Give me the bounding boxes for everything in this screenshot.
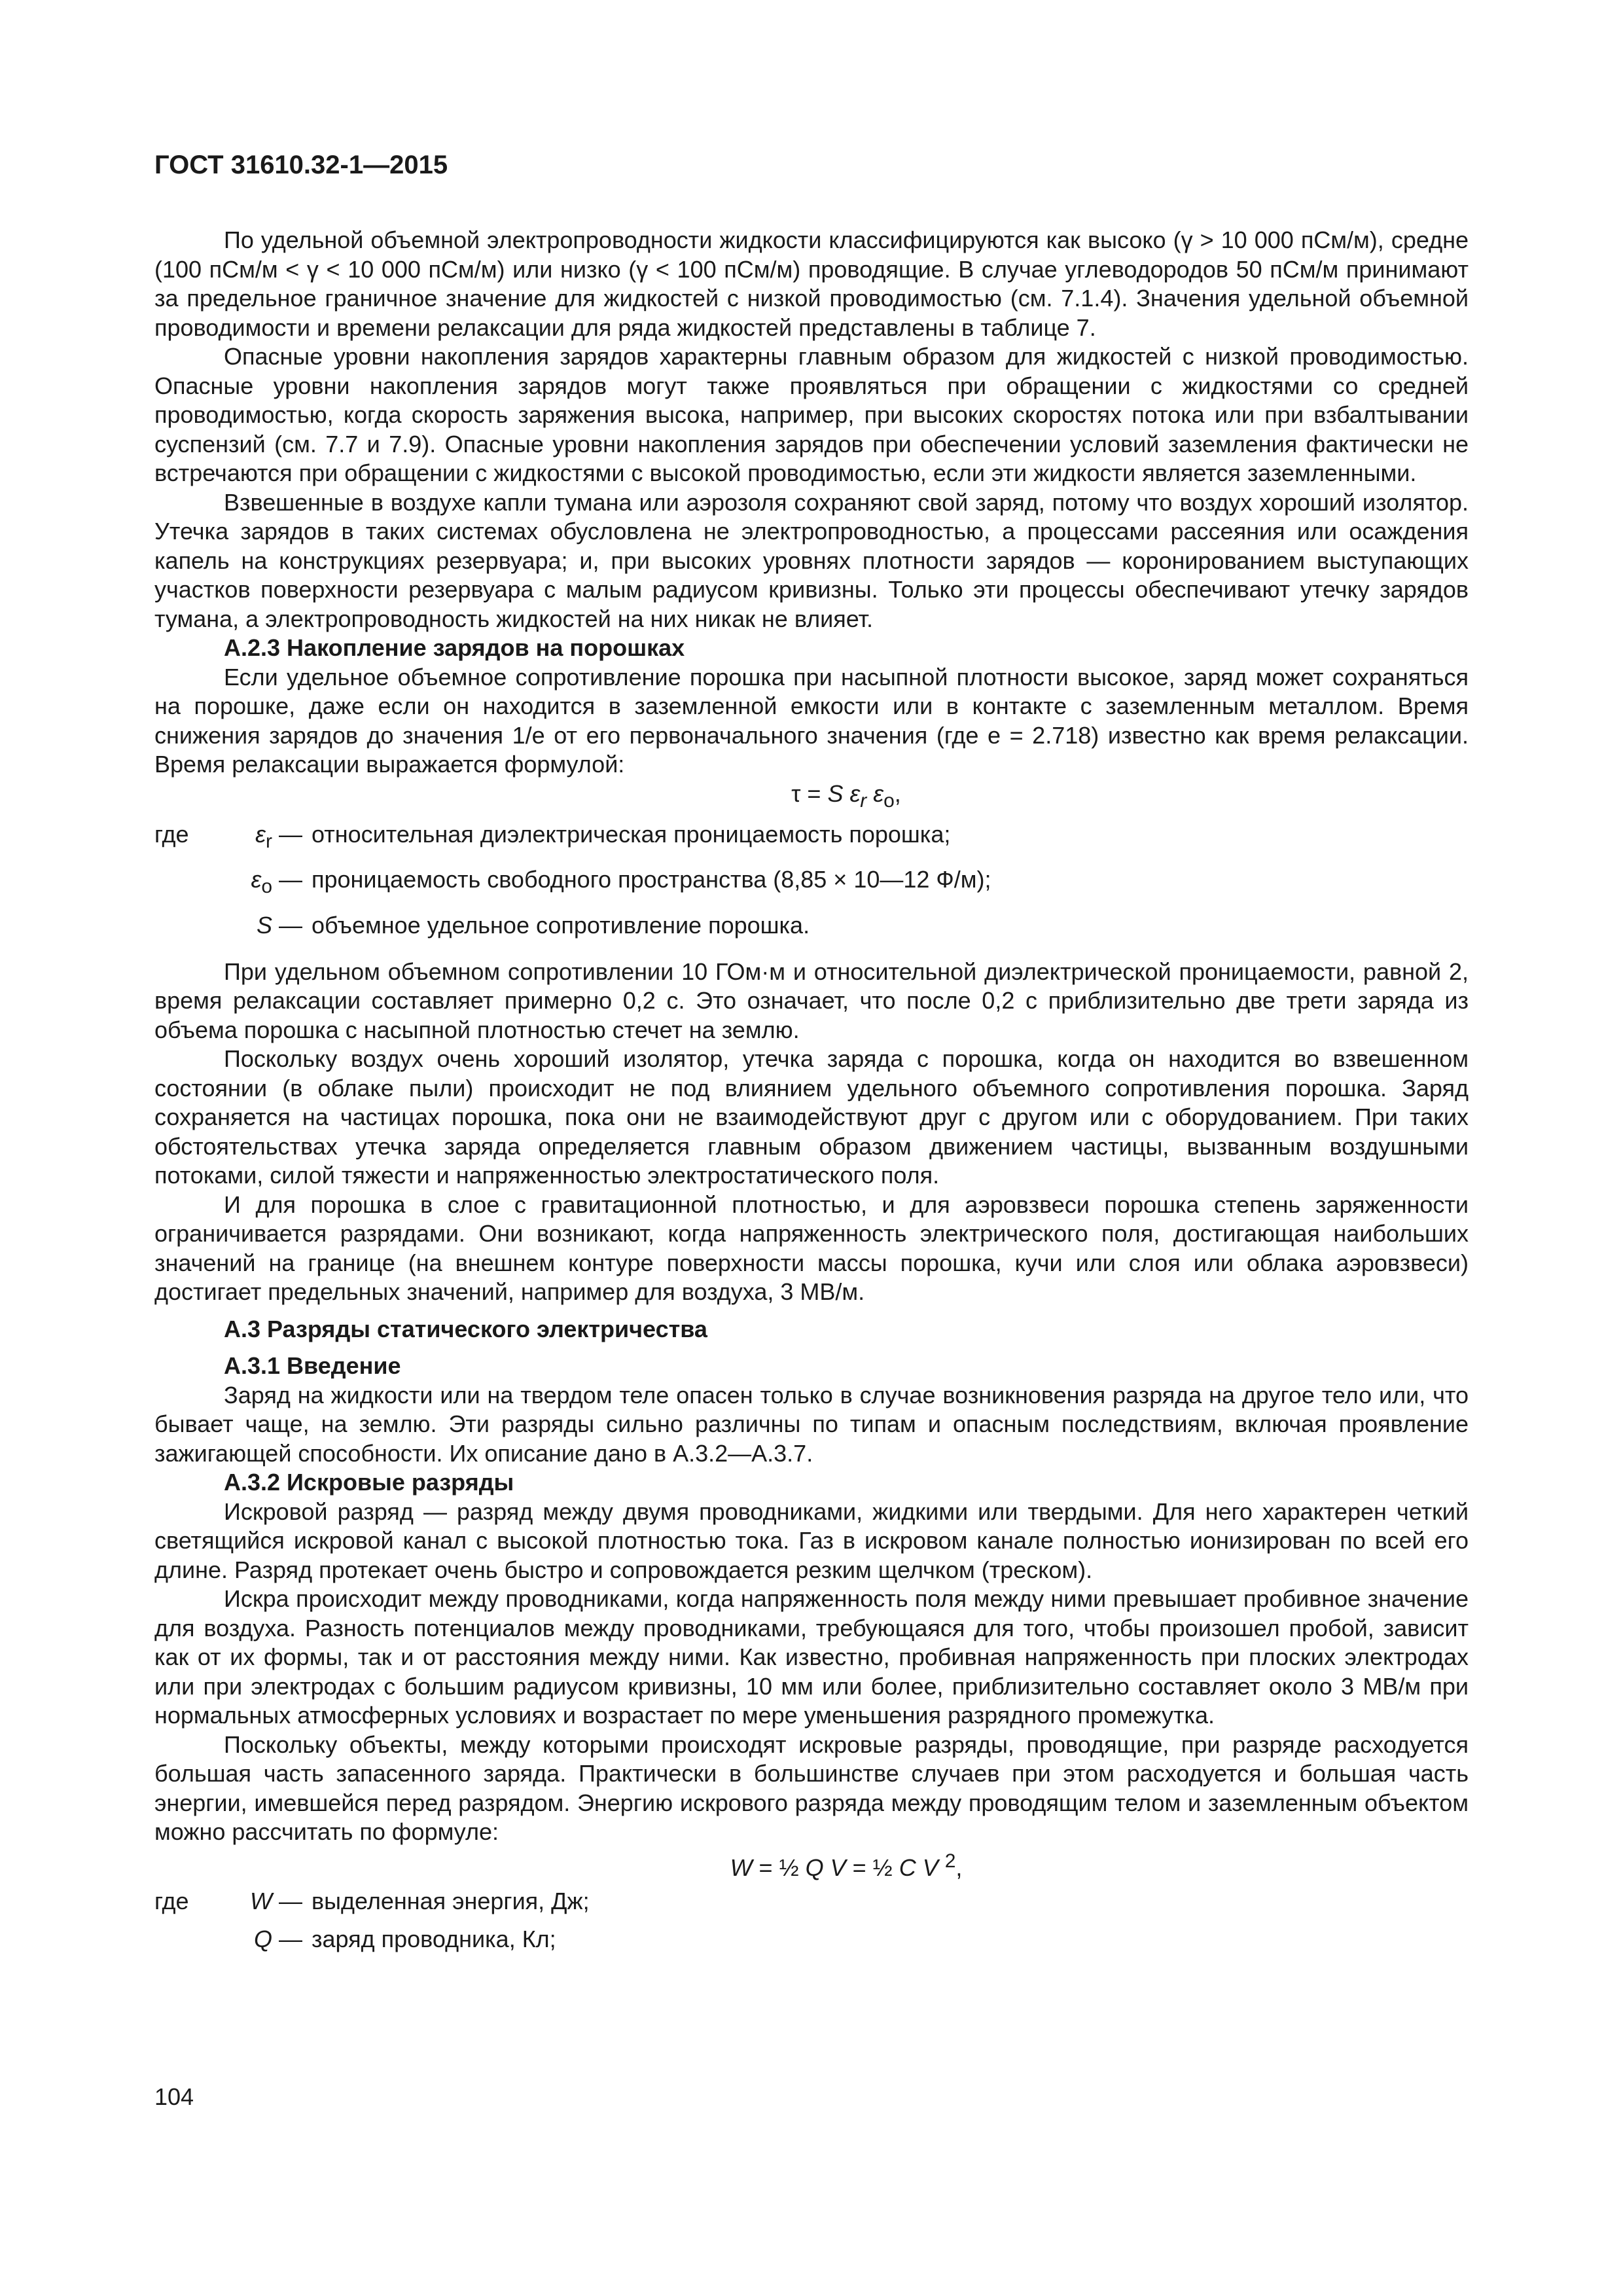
definition-symbol: Q	[253, 1926, 272, 1953]
page-number: 104	[154, 2083, 194, 2110]
formula-relaxation-time: τ = S $\varepsilon_r$ $\varepsilon_o$,	[791, 780, 901, 812]
paragraph: Искровой разряд — разряд между двумя проводниками, жидкими или твердыми. Для него характерен четкий светящийся искровой канал с высокой плотностью тока. Газ в искровом канале полностью ионизирован по всей его длине. Разряд протекает очень быстро и сопровождается резким щелчком (треском).	[154, 1498, 1469, 1583]
paragraph: Заряд на жидкости или на твердом теле опасен только в случае возникновения разряда на другое тело или, что бывает чаще, на землю. Эти разряды сильно различны по типам и опасным последствиям, включая проявление зажигающей способности. Их описание дано в А.3.2—А.3.7.	[154, 1381, 1469, 1467]
definition-text: относительная диэлектрическая проницаемость порошка;	[312, 821, 951, 848]
definition-row: $\varepsilon_o$ — проницаемость свободного пространства (8,85 × 10—12 Ф/м);	[154, 861, 1469, 906]
definition-symbol: W	[250, 1888, 272, 1915]
where-label: где	[154, 1888, 189, 1915]
formula-spark-energy: W = ½ Q V = ½ C V $^2$,	[730, 1850, 963, 1881]
paragraph: И для порошка в слое с гравитационной плотностью, и для аэровзвеси порошка степень заряженности ограничивается разрядами. Они возникают, когда напряженность электрического поля, достигающая наибольших значений на границе (на внешнем контуре поверхности массы порошка, кучи или слоя или облака аэровзвеси) достигает предельных значений, например для воздуха, 3 МВ/м.	[154, 1191, 1469, 1306]
definition-symbol: $\varepsilon_r$	[255, 821, 272, 853]
formula-definitions	[154, 1882, 1469, 1958]
definition-row: Q — заряд проводника, Кл;	[154, 1920, 1469, 1958]
definition-text: объемное удельное сопротивление порошка.	[312, 911, 810, 939]
definition-symbol: $\varepsilon_o$	[251, 866, 272, 898]
definition-row: где $\varepsilon_r$ — относительная диэлектрическая проницаемость порошка;	[154, 816, 1469, 861]
definition-row: где W — выделенная энергия, Дж;	[154, 1882, 1469, 1920]
document-body	[154, 226, 1469, 1958]
paragraph: Поскольку воздух очень хороший изолятор, утечка заряда с порошка, когда он находится во взвешенном состоянии (в облаке пыли) происходит не под влиянием удельного объемного сопротивления порошка. Заряд сохраняется на частицах порошка, пока они не взаимодействуют друг с другом или с оборудованием. При таких обстоятельствах утечка заряда определяется главным образом движением частицы, вызванным воздушными потоками, силой тяжести и напряженностью электростатического поля.	[154, 1045, 1469, 1189]
where-label: где	[154, 821, 189, 848]
paragraph: Поскольку объекты, между которыми происходят искровые разряды, проводящие, при разряде расходуется большая часть запасенного заряда. Практически в большинстве случаев при этом расходуется и большая часть энергии, имевшейся перед разрядом. Энергию искрового разряда между проводящим телом и заземленным объектом можно рассчитать по формуле:	[154, 1731, 1469, 1846]
section-heading-a31: А.3.1 Введение	[224, 1352, 401, 1380]
paragraph: При удельном объемном сопротивлении 10 ГОм·м и относительной диэлектрической проницаемости, равной 2, время релаксации составляет примерно 0,2 с. Это означает, что после 0,2 с приблизительно две трети заряда из объема порошка с насыпной плотностью стечет на землю.	[154, 958, 1469, 1043]
formula-definitions	[154, 816, 1469, 944]
paragraph: Опасные уровни накопления зарядов характерны главным образом для жидкостей с низкой проводимостью. Опасные уровни накопления зарядов могут также проявляться при обращении с жидкостями со средней проводимостью, когда скорость заряжения высока, например, при высоких скоростях потока или при взбалтывании суспензий (см. 7.7 и 7.9). Опасные уровни накопления зарядов при обеспечении условий заземления фактически не встречаются при обращении с жидкостями с высокой проводимостью, если эти жидкости является заземленными.	[154, 343, 1469, 486]
paragraph: Взвешенные в воздухе капли тумана или аэрозоля сохраняют свой заряд, потому что воздух хороший изолятор. Утечка зарядов в таких системах обусловлена не электропроводностью, а процессами рассеяния или осаждения капель на конструкциях резервуара; и, при высоких уровнях плотности зарядов — коронированием выступающих участков поверхности резервуара с малым радиусом кривизны. Только эти процессы обеспечивают утечку зарядов тумана, а электропроводность жидкостей на них никак не влияет.	[154, 488, 1469, 632]
document-header: ГОСТ 31610.32-1—2015	[154, 151, 448, 179]
paragraph: Искра происходит между проводниками, когда напряженность поля между ними превышает пробивное значение для воздуха. Разность потенциалов между проводниками, требующаяся для того, чтобы произошел пробой, зависит как от их формы, так и от расстояния между ними. Как известно, пробивная напряженность при плоских электродах или при электродах с большим радиусом кривизны, 10 мм или более, приблизительно составляет около 3 МВ/м при нормальных атмосферных условиях и возрастает по мере уменьшения разрядного промежутка.	[154, 1585, 1469, 1729]
section-heading-a23: А.2.3 Накопление зарядов на порошках	[224, 634, 685, 661]
section-heading-a32: А.3.2 Искровые разряды	[224, 1469, 514, 1496]
definition-row: S — объемное удельное сопротивление порошка.	[154, 906, 1469, 944]
definition-symbol: S	[256, 911, 272, 939]
paragraph: По удельной объемной электропроводности жидкости классифицируются как высоко (γ > 10 000 пСм/м), средне (100 пСм/м < γ < 10 000 пСм/м) или низко (γ < 100 пСм/м) проводящие. В случае углеводородов 50 пСм/м принимают за предельное граничное значение для жидкостей с низкой проводимостью (см. 7.1.4). Значения удельной объемной проводимости и времени релаксации для ряда жидкостей представлены в таблице 7.	[154, 226, 1469, 341]
definition-text: выделенная энергия, Дж;	[312, 1888, 590, 1915]
section-heading-a3: А.3 Разряды статического электричества	[224, 1315, 707, 1342]
definition-text: проницаемость свободного пространства (8,85 × 10—12 Ф/м);	[312, 866, 991, 893]
definition-text: заряд проводника, Кл;	[312, 1926, 556, 1953]
paragraph: Если удельное объемное сопротивление порошка при насыпной плотности высокое, заряд может сохраняться на порошке, даже если он находится в заземленной емкости или в контакте с заземленным металлом. Время снижения зарядов до значения 1/e от его первоначального значения (где e = 2.718) известно как время релаксации. Время релаксации выражается формулой:	[154, 663, 1469, 778]
